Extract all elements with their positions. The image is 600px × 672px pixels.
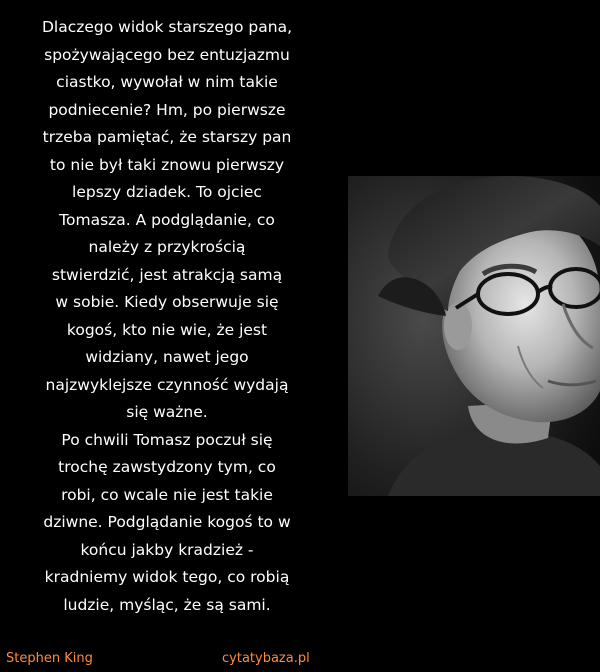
author-portrait-image: [348, 176, 600, 496]
quote-line: trochę zawstydzony tym, co: [58, 458, 276, 476]
quote-line: trzeba pamiętać, że starszy pan: [42, 128, 292, 146]
quote-line: w sobie. Kiedy obserwuje się: [55, 293, 279, 311]
quote-line: należy z przykrością: [88, 238, 246, 256]
quote-line: kogoś, kto nie wie, że jest: [66, 320, 268, 339]
quote-line: dziwne. Podglądanie kogoś to w: [43, 513, 291, 531]
quote-line: stwierdzić, jest atrakcją samą: [51, 265, 283, 284]
quote-line: kradniemy widok tego, co robią: [44, 568, 290, 586]
quote-line: końcu jakby kradzież -: [80, 540, 254, 559]
quote-line: Po chwili Tomasz poczuł się: [61, 430, 273, 449]
quote-line: robi, co wcale nie jest takie: [61, 485, 273, 504]
quote-line: Tomasza. A podglądanie, co: [59, 210, 275, 229]
quote-line: to nie był taki znowu pierwszy: [49, 155, 285, 174]
author-name[interactable]: Stephen King: [6, 651, 93, 666]
quote-line: Dlaczego widok starszego pana,: [42, 18, 292, 36]
quote-line: najzwyklejsze czynność wydają: [45, 375, 289, 394]
quote-line: ludzie, myśląc, że są sami.: [63, 595, 271, 614]
footer: [0, 648, 600, 672]
author-photo: [348, 176, 600, 496]
quote-line: widziany, nawet jego: [85, 348, 249, 366]
quote-line: się ważne.: [126, 403, 208, 421]
quote-line: lepszy dziadek. To ojciec: [72, 183, 262, 201]
quote-line: spożywającego bez entuzjazmu: [44, 45, 290, 64]
site-link[interactable]: cytatybaza.pl: [222, 651, 310, 666]
quote-line: ciastko, wywołał w nim takie: [56, 73, 278, 91]
quote-text: [14, 14, 320, 619]
quote-line: podniecenie? Hm, po pierwsze: [48, 100, 286, 119]
